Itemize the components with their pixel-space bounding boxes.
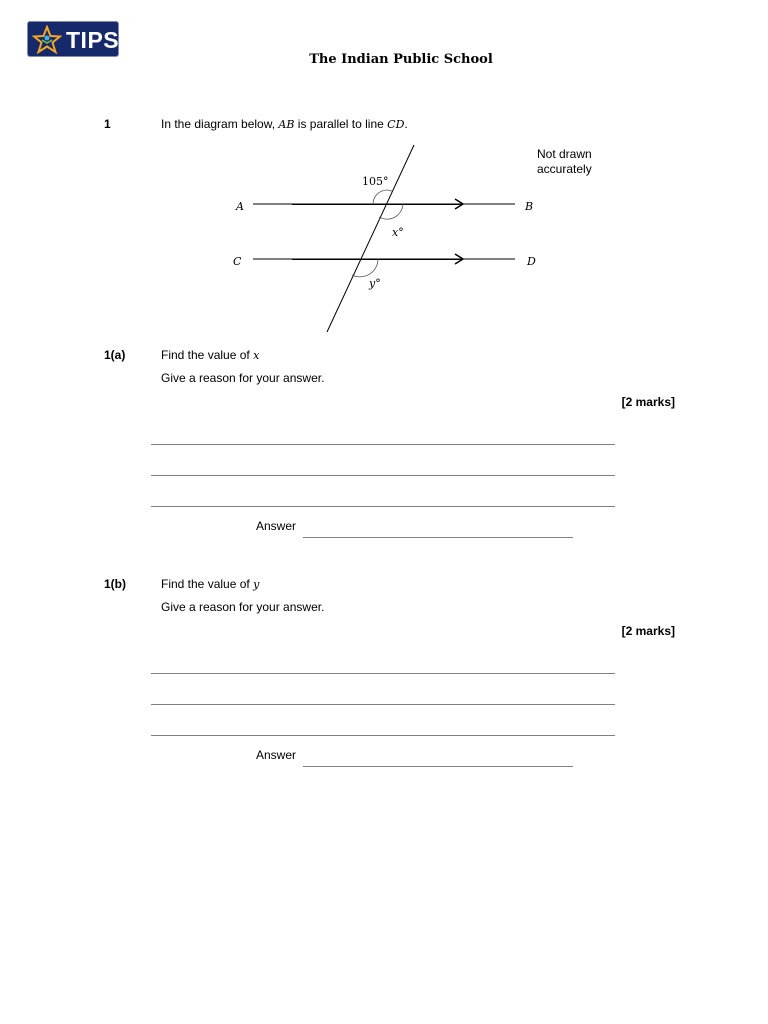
intro-text-3: . bbox=[404, 117, 408, 131]
school-name: The Indian Public School bbox=[309, 52, 493, 67]
logo-text: TIPS bbox=[66, 27, 120, 53]
angle-label-105: 105° bbox=[362, 175, 389, 188]
part-a-answer-field[interactable] bbox=[303, 537, 573, 538]
part-a-writing-line-1[interactable] bbox=[151, 444, 615, 445]
part-a-variable: x bbox=[253, 349, 260, 362]
part-a-number: 1(a) bbox=[104, 348, 126, 362]
part-b-answer-field[interactable] bbox=[303, 766, 573, 767]
part-a-writing-line-3[interactable] bbox=[151, 506, 615, 507]
part-b-answer-label: Answer bbox=[256, 748, 297, 762]
point-label-c: C bbox=[233, 255, 242, 268]
part-a-prompt-text: Find the value of bbox=[161, 348, 254, 362]
angle-arc-y bbox=[352, 259, 378, 277]
question-number: 1 bbox=[104, 117, 111, 131]
note-line-1: Not drawn bbox=[537, 147, 592, 161]
part-a-answer-label: Answer bbox=[256, 519, 297, 533]
part-a-prompt bbox=[161, 348, 259, 362]
part-b-reason: Give a reason for your answer. bbox=[161, 600, 325, 614]
angle-label-x: x° bbox=[392, 226, 404, 239]
part-a-marks: [2 marks] bbox=[621, 395, 675, 409]
part-a-writing-line-2[interactable] bbox=[151, 475, 615, 476]
part-b-prompt-text: Find the value of bbox=[161, 577, 254, 591]
part-b-writing-line-2[interactable] bbox=[151, 704, 615, 705]
point-label-d: D bbox=[527, 255, 536, 268]
part-b-variable: y bbox=[253, 578, 260, 591]
part-b-number: 1(b) bbox=[104, 577, 126, 591]
part-b-prompt bbox=[161, 577, 259, 591]
angle-label-y: y° bbox=[369, 277, 381, 290]
point-label-b: B bbox=[525, 200, 534, 213]
point-label-a: A bbox=[236, 200, 244, 213]
angle-arc-105 bbox=[373, 190, 392, 204]
part-b-marks: [2 marks] bbox=[621, 624, 675, 638]
intro-text-2: is parallel to line bbox=[294, 117, 388, 131]
part-b-writing-line-3[interactable] bbox=[151, 735, 615, 736]
parallel-lines-diagram bbox=[0, 0, 768, 360]
part-b-writing-line-1[interactable] bbox=[151, 673, 615, 674]
note-line-2: accurately bbox=[537, 162, 592, 176]
part-a-reason: Give a reason for your answer. bbox=[161, 371, 325, 385]
intro-cd: CD bbox=[387, 118, 405, 131]
intro-ab: AB bbox=[278, 118, 295, 131]
intro-text-1: In the diagram below, bbox=[161, 117, 279, 131]
